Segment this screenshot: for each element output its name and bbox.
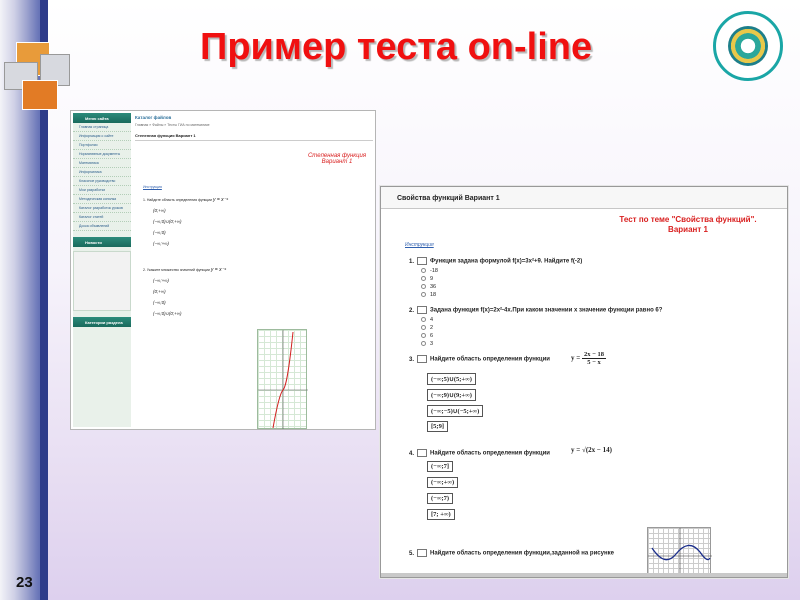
answer-option[interactable]: (−∞;0)∪(0;+∞) — [153, 311, 182, 316]
page-number: 23 — [16, 574, 33, 591]
radio-icon[interactable] — [421, 284, 426, 289]
answer-option[interactable]: (−∞;+∞) — [153, 278, 169, 283]
question-formula — [571, 351, 606, 366]
question-1 — [143, 197, 228, 203]
answer-option[interactable]: (−∞;7) — [427, 493, 453, 504]
question-4 — [409, 449, 550, 457]
test-red-title — [593, 215, 783, 235]
screenshot-file-catalog — [70, 110, 376, 430]
radio-icon[interactable] — [421, 276, 426, 281]
question-5 — [409, 549, 614, 557]
question-number: 1. — [409, 258, 415, 265]
slide-title: Пример теста on-line — [200, 26, 593, 68]
answer-option[interactable] — [421, 284, 436, 290]
formula-numerator: 2x − 18 — [584, 351, 604, 358]
menu-item[interactable]: Информация о сайте — [73, 132, 131, 141]
function-graph — [257, 329, 307, 429]
option-label: 18 — [430, 292, 437, 298]
answer-option[interactable]: (−∞;0) — [153, 300, 166, 305]
answer-option[interactable]: (0;+∞) — [153, 208, 166, 213]
graph-curve-icon — [258, 330, 308, 430]
graph-curve-icon — [648, 528, 712, 578]
answer-checkbox[interactable] — [417, 355, 427, 363]
answer-option[interactable] — [421, 333, 433, 339]
answer-option[interactable] — [421, 341, 433, 347]
question-formula: y = x⁻⁴ — [212, 197, 229, 203]
formula-lhs: y = — [571, 354, 581, 363]
question-1 — [409, 257, 582, 265]
answer-option[interactable]: (−∞;+∞) — [427, 477, 458, 488]
news-box — [73, 251, 131, 311]
answer-option[interactable] — [421, 292, 436, 298]
answer-option[interactable] — [421, 276, 433, 282]
menu-item[interactable]: Информатика — [73, 168, 131, 177]
question-number: 3. — [409, 356, 415, 363]
question-text: Найдите область определения функции — [430, 356, 550, 363]
decor-square-orange-2 — [22, 80, 58, 110]
option-label: 2 — [430, 325, 434, 331]
option-label: 3 — [430, 341, 434, 347]
news-title: Новости — [73, 237, 131, 247]
question-number: 2. — [409, 307, 415, 314]
menu-item[interactable]: Нормативные документы — [73, 150, 131, 159]
breadcrumb[interactable]: Главная » Файлы » Тесты ГИА по математике — [135, 123, 210, 127]
test-title: Степенная функция Вариант 1 — [135, 133, 373, 141]
menu-item[interactable]: Каталог статей — [73, 213, 131, 222]
answer-option[interactable] — [421, 317, 433, 323]
catalog-header: Каталог файлов — [135, 115, 172, 120]
option-label: 6 — [430, 333, 434, 339]
question-text: 2. Укажите множество значений функции — [143, 268, 210, 272]
menu-item[interactable]: Методическая копилка — [73, 195, 131, 204]
instruction-link[interactable]: Инструкция — [405, 242, 434, 248]
answer-option[interactable]: (−∞;0) — [153, 230, 166, 235]
test-red-title: Степенная функция Вариант 1 — [307, 153, 367, 165]
answer-checkbox[interactable] — [417, 449, 427, 457]
radio-icon[interactable] — [421, 341, 426, 346]
function-graph — [647, 527, 711, 577]
answer-checkbox[interactable] — [417, 306, 427, 314]
option-label: 36 — [430, 284, 437, 290]
question-text: Найдите область определения функции,заданной на рисунке — [430, 550, 614, 557]
logo-emblem-icon — [728, 26, 768, 66]
menu-item[interactable]: Каталог разработок уроков — [73, 204, 131, 213]
menu-item[interactable]: Портфолио — [73, 141, 131, 150]
question-text: Функция задана формулой f(x)=3x²+9. Найдите f(-2) — [430, 258, 583, 265]
answer-option[interactable]: (−∞;−5)∪(−5;+∞) — [427, 405, 483, 417]
school-logo — [713, 11, 783, 81]
red-title-line-2: Вариант 1 — [668, 225, 708, 234]
formula-fraction — [582, 351, 606, 366]
menu-item[interactable]: Классное руководство — [73, 177, 131, 186]
answer-option[interactable]: (0;+∞) — [153, 289, 166, 294]
menu-item[interactable]: Математика — [73, 159, 131, 168]
site-sidebar — [73, 113, 131, 427]
answer-option[interactable]: (−∞;7] — [427, 461, 453, 472]
answer-option[interactable]: (−∞;+∞) — [153, 241, 169, 246]
answer-checkbox[interactable] — [417, 549, 427, 557]
option-label: 4 — [430, 317, 434, 323]
question-2 — [409, 306, 662, 314]
instruction-link[interactable]: Инструкция — [143, 185, 162, 189]
answer-option[interactable]: (−∞;9)∪(9;+∞) — [427, 389, 476, 401]
question-2 — [143, 267, 226, 273]
test-header: Свойства функций Вариант 1 — [381, 187, 787, 209]
radio-icon[interactable] — [421, 325, 426, 330]
radio-icon[interactable] — [421, 292, 426, 297]
answer-option[interactable] — [421, 325, 433, 331]
horizontal-scrollbar[interactable] — [381, 573, 787, 577]
question-text: Найдите область определения функции — [430, 450, 550, 457]
menu-item[interactable]: Главная страница — [73, 123, 131, 132]
answer-checkbox[interactable] — [417, 257, 427, 265]
question-formula: y = x⁻⁴ — [210, 267, 227, 273]
answer-option[interactable]: [7; +∞) — [427, 509, 455, 520]
answer-option[interactable]: [5;9] — [427, 421, 448, 432]
radio-icon[interactable] — [421, 333, 426, 338]
formula-denominator: 5 − x — [587, 359, 601, 366]
red-title-line-1: Тест по теме "Свойства функций". — [619, 215, 757, 224]
question-3 — [409, 355, 550, 363]
menu-item[interactable]: Мои разработки — [73, 186, 131, 195]
answer-option[interactable] — [421, 268, 438, 274]
catalog-main — [135, 115, 373, 141]
sidebar-title: Меню сайта — [73, 113, 131, 123]
answer-option[interactable]: (−∞;0)∪(0;+∞) — [153, 219, 182, 224]
radio-icon[interactable] — [421, 268, 426, 273]
option-label: 9 — [430, 276, 434, 282]
answer-option[interactable]: (−∞;5)∪(5;+∞) — [427, 373, 476, 385]
section-title: Категории раздела — [73, 317, 131, 327]
question-formula: y = √(2x − 14) — [571, 446, 612, 454]
option-label: -18 — [430, 268, 438, 274]
question-text: 1. Найдите область определения функции — [143, 198, 212, 202]
question-text: Задана функция f(x)=2x²-4x.При каком значении x значение функции равно 6? — [430, 307, 663, 314]
menu-item[interactable]: Доска объявлений — [73, 222, 131, 231]
question-number: 4. — [409, 450, 415, 457]
radio-icon[interactable] — [421, 317, 426, 322]
question-number: 5. — [409, 550, 415, 557]
screenshot-function-test — [380, 186, 788, 578]
